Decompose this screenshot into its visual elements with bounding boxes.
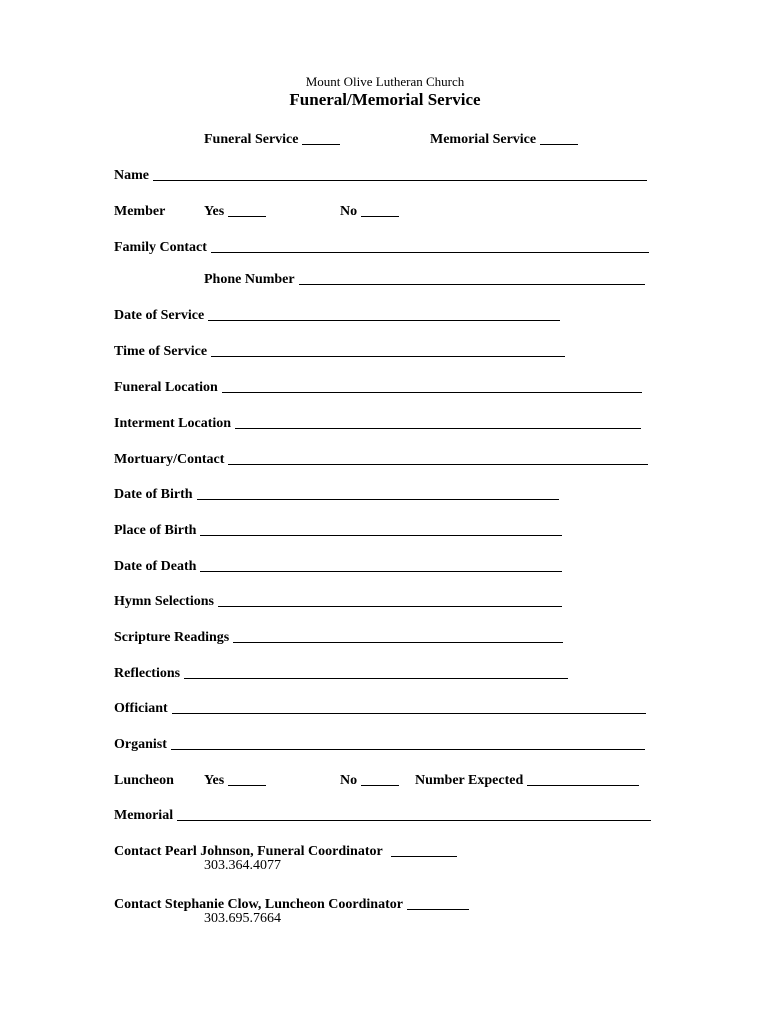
phone-number-blank[interactable] (299, 284, 645, 285)
hymn-selections-row (114, 590, 562, 610)
form-title: Funeral/Memorial Service (289, 90, 481, 109)
memorial-service-blank[interactable] (540, 144, 578, 145)
hymn-selections-label: Hymn Selections (114, 594, 214, 609)
memorial-label: Memorial (114, 808, 174, 823)
phone-number-row (204, 268, 645, 288)
memorial-service-row (430, 128, 578, 148)
funeral-coordinator-row (114, 840, 457, 860)
name-row (114, 164, 647, 184)
church-name: Mount Olive Lutheran Church (305, 74, 465, 89)
funeral-location-label: Funeral Location (114, 380, 218, 395)
date-of-death-row (114, 555, 562, 575)
family-contact-label: Family Contact (114, 240, 207, 255)
member-label: Member (114, 204, 166, 219)
reflections-row (114, 662, 568, 682)
member-yes-label: Yes (204, 204, 225, 219)
date-of-service-row (114, 304, 560, 324)
hymn-selections-blank[interactable] (218, 606, 562, 607)
place-of-birth-label: Place of Birth (114, 523, 197, 538)
member-no-blank[interactable] (361, 216, 399, 217)
time-of-service-blank[interactable] (211, 356, 565, 357)
scripture-readings-blank[interactable] (233, 642, 563, 643)
date-of-birth-blank[interactable] (197, 499, 559, 500)
luncheon-yes-label: Yes (204, 773, 225, 788)
scripture-readings-row (114, 626, 563, 646)
luncheon-no-label: No (340, 773, 358, 788)
number-expected-row (415, 769, 639, 789)
family-contact-row (114, 236, 649, 256)
interment-location-blank[interactable] (235, 428, 641, 429)
scripture-readings-label: Scripture Readings (114, 630, 230, 645)
date-of-service-label: Date of Service (114, 308, 205, 323)
reflections-label: Reflections (114, 666, 181, 681)
luncheon-coordinator-row (114, 893, 469, 913)
date-of-death-label: Date of Death (114, 559, 197, 574)
date-of-death-blank[interactable] (200, 571, 562, 572)
funeral-location-row (114, 376, 642, 396)
organist-blank[interactable] (171, 749, 645, 750)
time-of-service-label: Time of Service (114, 344, 208, 359)
memorial-service-label: Memorial Service (430, 132, 537, 147)
mortuary-contact-row (114, 448, 648, 468)
luncheon-coordinator-phone: 303.695.7664 (204, 911, 281, 926)
name-label: Name (114, 168, 149, 183)
member-row (114, 200, 169, 220)
place-of-birth-row (114, 519, 562, 539)
date-of-service-blank[interactable] (208, 320, 560, 321)
funeral-location-blank[interactable] (222, 392, 642, 393)
date-of-birth-label: Date of Birth (114, 487, 193, 502)
mortuary-contact-blank[interactable] (228, 464, 648, 465)
luncheon-coordinator-blank[interactable] (407, 909, 469, 910)
luncheon-no-row (340, 769, 399, 789)
number-expected-blank[interactable] (527, 785, 639, 786)
funeral-service-row (204, 128, 340, 148)
time-of-service-row (114, 340, 565, 360)
mortuary-contact-label: Mortuary/Contact (114, 452, 225, 467)
funeral-coordinator-phone: 303.364.4077 (204, 858, 281, 873)
interment-location-label: Interment Location (114, 416, 232, 431)
funeral-coordinator-blank[interactable] (391, 856, 457, 857)
organist-label: Organist (114, 737, 167, 752)
member-no-label: No (340, 204, 358, 219)
funeral-service-label: Funeral Service (204, 132, 299, 147)
memorial-blank[interactable] (177, 820, 651, 821)
interment-location-row (114, 412, 641, 432)
name-blank[interactable] (153, 180, 647, 181)
officiant-blank[interactable] (172, 713, 646, 714)
luncheon-coordinator-label: Contact Stephanie Clow, Luncheon Coordinator (114, 897, 403, 912)
reflections-blank[interactable] (184, 678, 568, 679)
date-of-birth-row (114, 483, 559, 503)
luncheon-no-blank[interactable] (361, 785, 399, 786)
number-expected-label: Number Expected (415, 773, 524, 788)
member-yes-row (204, 200, 266, 220)
luncheon-label: Luncheon (114, 773, 174, 788)
officiant-label: Officiant (114, 701, 168, 716)
luncheon-row (114, 769, 178, 789)
officiant-row (114, 697, 646, 717)
organist-row (114, 733, 645, 753)
member-yes-blank[interactable] (228, 216, 266, 217)
luncheon-yes-row (204, 769, 266, 789)
place-of-birth-blank[interactable] (200, 535, 562, 536)
memorial-row (114, 804, 651, 824)
member-no-row (340, 200, 399, 220)
luncheon-yes-blank[interactable] (228, 785, 266, 786)
phone-number-label: Phone Number (204, 272, 295, 287)
funeral-coordinator-label: Contact Pearl Johnson, Funeral Coordinator (114, 844, 383, 859)
funeral-service-blank[interactable] (302, 144, 340, 145)
family-contact-blank[interactable] (211, 252, 649, 253)
